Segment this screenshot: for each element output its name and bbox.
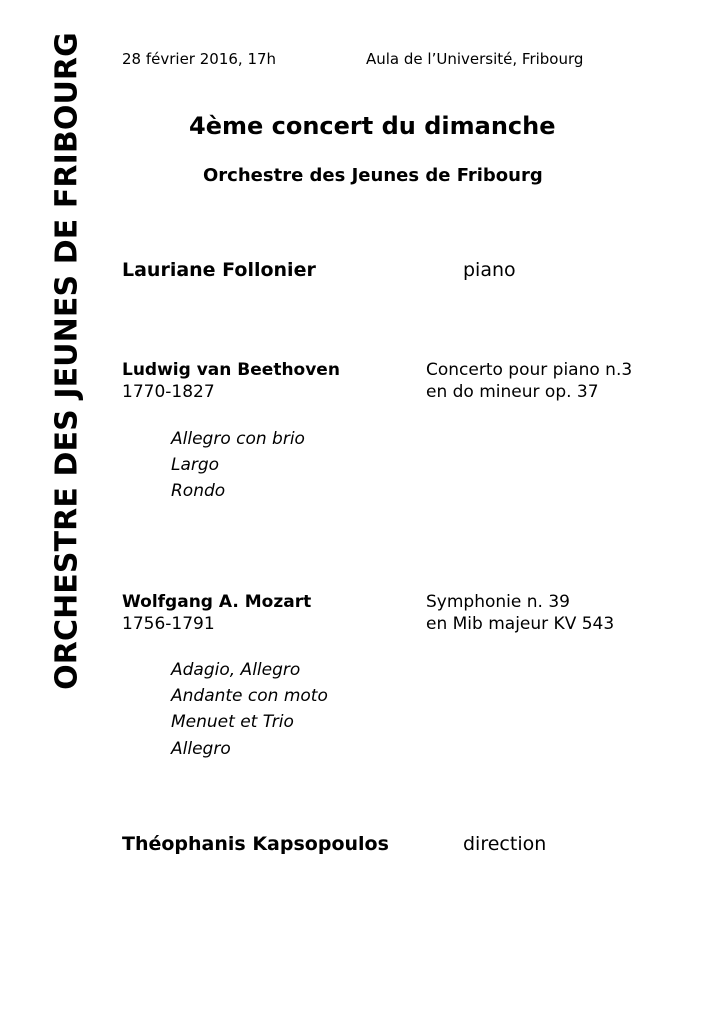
concert-title: 4ème concert du dimanche [189, 112, 556, 140]
conductor-name: Théophanis Kapsopoulos [122, 833, 389, 855]
orchestra-vertical-banner [47, 32, 87, 690]
composer-dates: 1770-1827 [122, 382, 215, 402]
work-title: Symphonie n. 39 [426, 592, 570, 612]
conductor-role: direction [463, 833, 547, 855]
concert-date: 28 février 2016, 17h [122, 50, 277, 68]
soloist-role: piano [463, 259, 516, 281]
concert-venue: Aula de l’Université, Fribourg [366, 50, 584, 68]
composer-dates: 1756-1791 [122, 614, 215, 634]
movement: Rondo [171, 481, 226, 501]
movement: Andante con moto [171, 686, 328, 706]
movement: Menuet et Trio [171, 712, 294, 732]
orchestra-vertical-title: ORCHESTRE DES JEUNES DE FRIBOURG [49, 32, 85, 690]
orchestra-subtitle: Orchestre des Jeunes de Fribourg [203, 165, 543, 186]
work-key: en Mib majeur KV 543 [426, 614, 615, 634]
movement: Largo [171, 455, 220, 475]
movement: Adagio, Allegro [171, 660, 301, 680]
movement: Allegro [171, 739, 231, 759]
movement: Allegro con brio [171, 429, 305, 449]
soloist-name: Lauriane Follonier [122, 259, 316, 281]
work-key: en do mineur op. 37 [426, 382, 599, 402]
composer-name: Wolfgang A. Mozart [122, 592, 312, 612]
composer-name: Ludwig van Beethoven [122, 360, 340, 380]
work-title: Concerto pour piano n.3 [426, 360, 633, 380]
